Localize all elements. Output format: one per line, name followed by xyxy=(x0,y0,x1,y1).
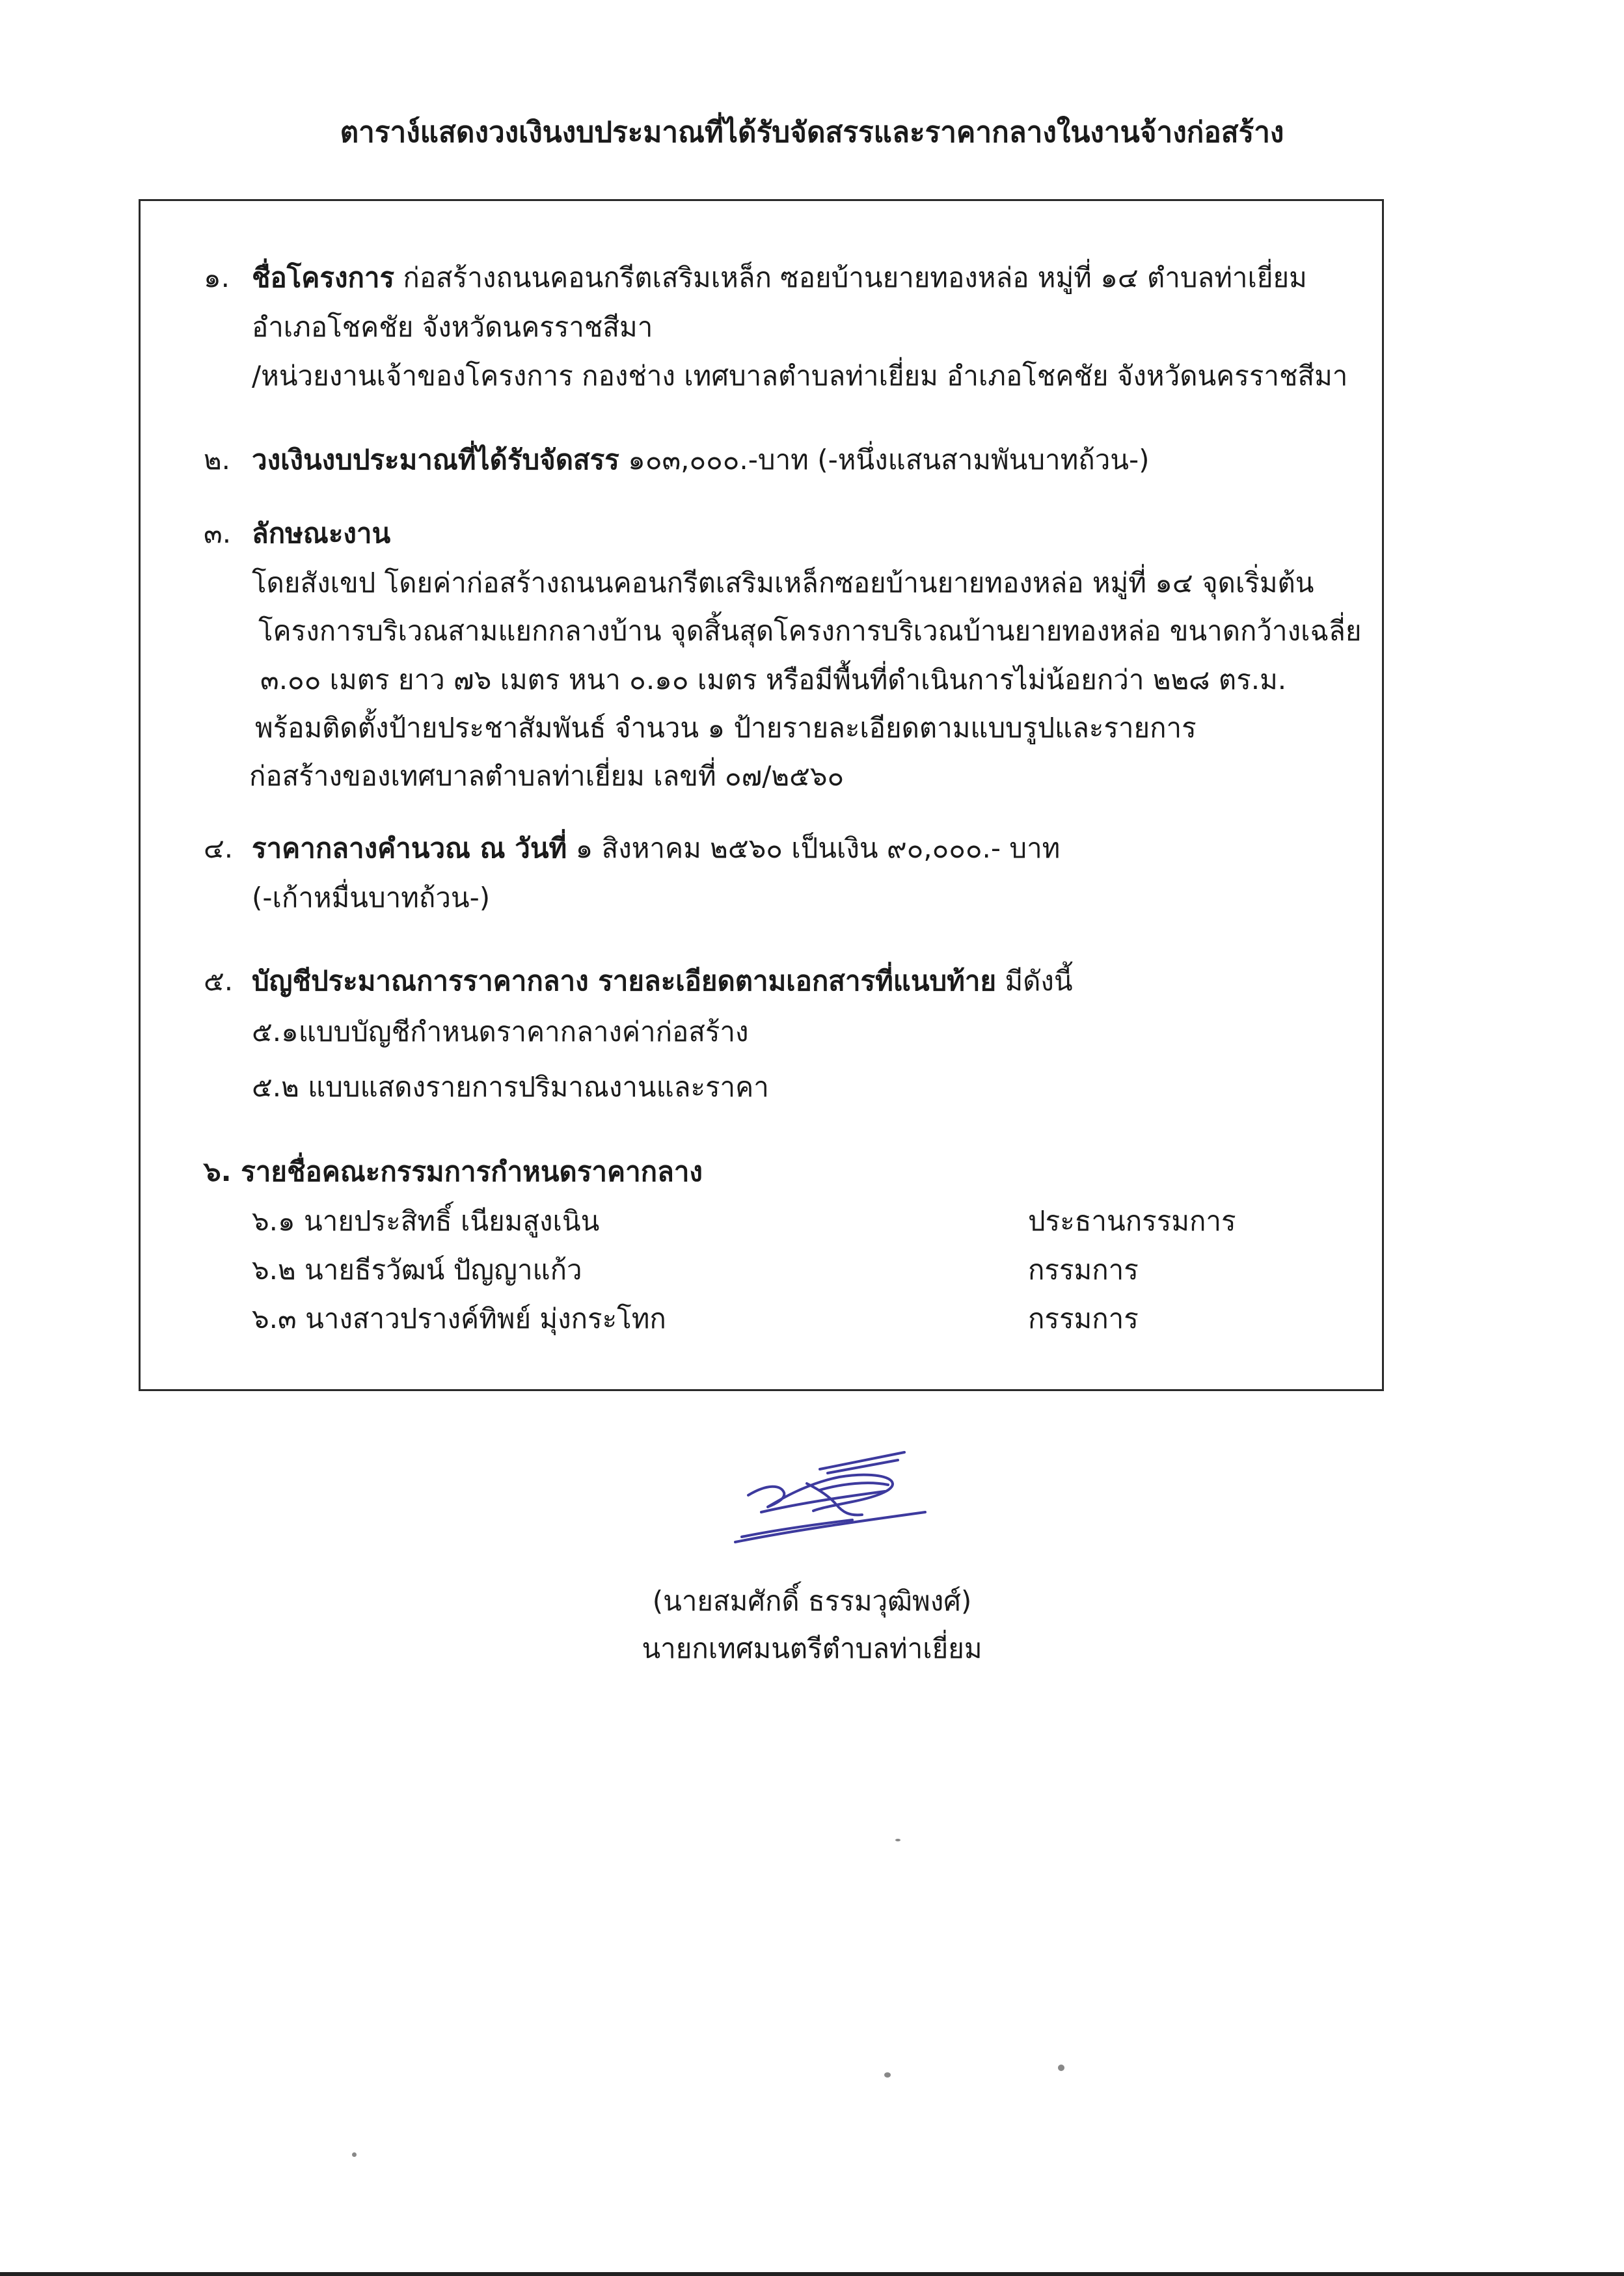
committee-member-3-role: กรรมการ xyxy=(1028,1303,1139,1334)
item-1-label: ชื่อโครงการ xyxy=(252,262,395,293)
scan-speck xyxy=(895,1839,900,1841)
item-4-text: ๑ สิงหาคม ๒๕๖๐ เป็นเงิน ๙๐,๐๐๐.- บาท xyxy=(575,832,1061,864)
item-3-label: ลักษณะงาน xyxy=(252,517,391,549)
scan-edge xyxy=(0,2272,1624,2276)
item-3-line-1: โดยสังเขป โดยค่าก่อสร้างถนนคอนกรีตเสริมเหล็กซอยบ้านยายทองหล่อ หมู่ที่ ๑๔ จุดเริ่มต้น xyxy=(252,567,1314,599)
item-2-label: วงเงินงบประมาณที่ได้รับจัดสรร xyxy=(252,444,619,476)
item-6-heading: ๖. รายชื่อคณะกรรมการกำหนดราคากลาง xyxy=(204,1156,703,1187)
item-2-number: ๒. xyxy=(204,444,231,476)
item-5-number: ๕. xyxy=(204,965,234,997)
committee-member-1-name: ๖.๑ นายประสิทธิ์ เนียมสูงเนิน xyxy=(252,1205,600,1237)
item-5-sub-2: ๕.๒ แบบแสดงรายการปริมาณงานและราคา xyxy=(252,1071,769,1103)
handwritten-signature xyxy=(722,1444,937,1555)
item-5-sub-1: ๕.๑แบบบัญชีกำหนดราคากลางค่าก่อสร้าง xyxy=(252,1016,749,1048)
scan-speck xyxy=(352,2152,357,2157)
item-5-line xyxy=(252,962,1073,1001)
item-3-line-5: ก่อสร้างของเทศบาลตำบลท่าเยี่ยม เลขที่ ๐๗/๒๕๖๐ xyxy=(249,760,845,792)
item-2-text: ๑๐๓,๐๐๐.-บาท (-หนึ่งแสนสามพันบาทถ้วน-) xyxy=(628,444,1150,476)
item-3-line-4: พร้อมติดตั้งป้ายประชาสัมพันธ์ จำนวน ๑ ป้ายรายละเอียดตามแบบรูปและรายการ xyxy=(255,712,1197,744)
item-3-line-2: โครงการบริเวณสามแยกกลางบ้าน จุดสิ้นสุดโครงการบริเวณบ้านยายทองหล่อ ขนาดกว้างเฉลี่ย xyxy=(258,615,1362,647)
item-5-label: บัญชีประมาณการราคากลาง รายละเอียดตามเอกสารที่แนบท้าย xyxy=(252,965,997,997)
signer-position: นายกเทศมนตรีตำบลท่าเยี่ยม xyxy=(642,1632,982,1664)
item-2-line xyxy=(252,440,1150,480)
committee-member-3-name: ๖.๓ นางสาวปรางค์ทิพย์ มุ่งกระโทก xyxy=(252,1303,666,1334)
committee-member-1-role: ประธานกรรมการ xyxy=(1028,1205,1236,1237)
item-1-number: ๑. xyxy=(204,262,230,293)
item-1-line-3: /หน่วยงานเจ้าของโครงการ กองช่าง เทศบาลตำบลท่าเยี่ยม อำเภอโชคชัย จังหวัดนครราชสีมา xyxy=(252,360,1348,392)
item-4-line-2: (-เก้าหมื่นบาทถ้วน-) xyxy=(252,882,491,914)
scan-speck xyxy=(884,2072,891,2078)
item-4-line-1 xyxy=(252,829,1060,868)
item-4-number: ๔. xyxy=(204,832,234,864)
item-1-line-2: อำเภอโชคชัย จังหวัดนครราชสีมา xyxy=(252,311,653,343)
item-1-text: ก่อสร้างถนนคอนกรีตเสริมเหล็ก ซอยบ้านยายทองหล่อ หมู่ที่ ๑๔ ตำบลท่าเยี่ยม xyxy=(403,262,1307,293)
committee-member-2-name: ๖.๒ นายธีรวัฒน์ ปัญญาแก้ว xyxy=(252,1254,582,1286)
signer-name: (นายสมศักดิ์ ธรรมวุฒิพงศ์) xyxy=(652,1585,972,1617)
item-5-suffix: มีดังนี้ xyxy=(996,965,1073,997)
item-1-line-1 xyxy=(252,258,1307,297)
scan-speck xyxy=(1058,2065,1064,2071)
document-title: ตาราง์แสดงวงเงินงบประมาณที่ได้รับจัดสรรและราคากลางในงานจ้างก่อสร้าง xyxy=(340,116,1284,149)
item-3-line-3: ๓.๐๐ เมตร ยาว ๗๖ เมตร หนา ๐.๑๐ เมตร หรือมีพื้นที่ดำเนินการไม่น้อยกว่า ๒๒๘ ตร.ม. xyxy=(260,664,1287,696)
committee-member-2-role: กรรมการ xyxy=(1028,1254,1139,1286)
item-4-label: ราคากลางคำนวณ ณ วันที่ xyxy=(252,832,567,864)
item-3-number: ๓. xyxy=(204,517,232,549)
